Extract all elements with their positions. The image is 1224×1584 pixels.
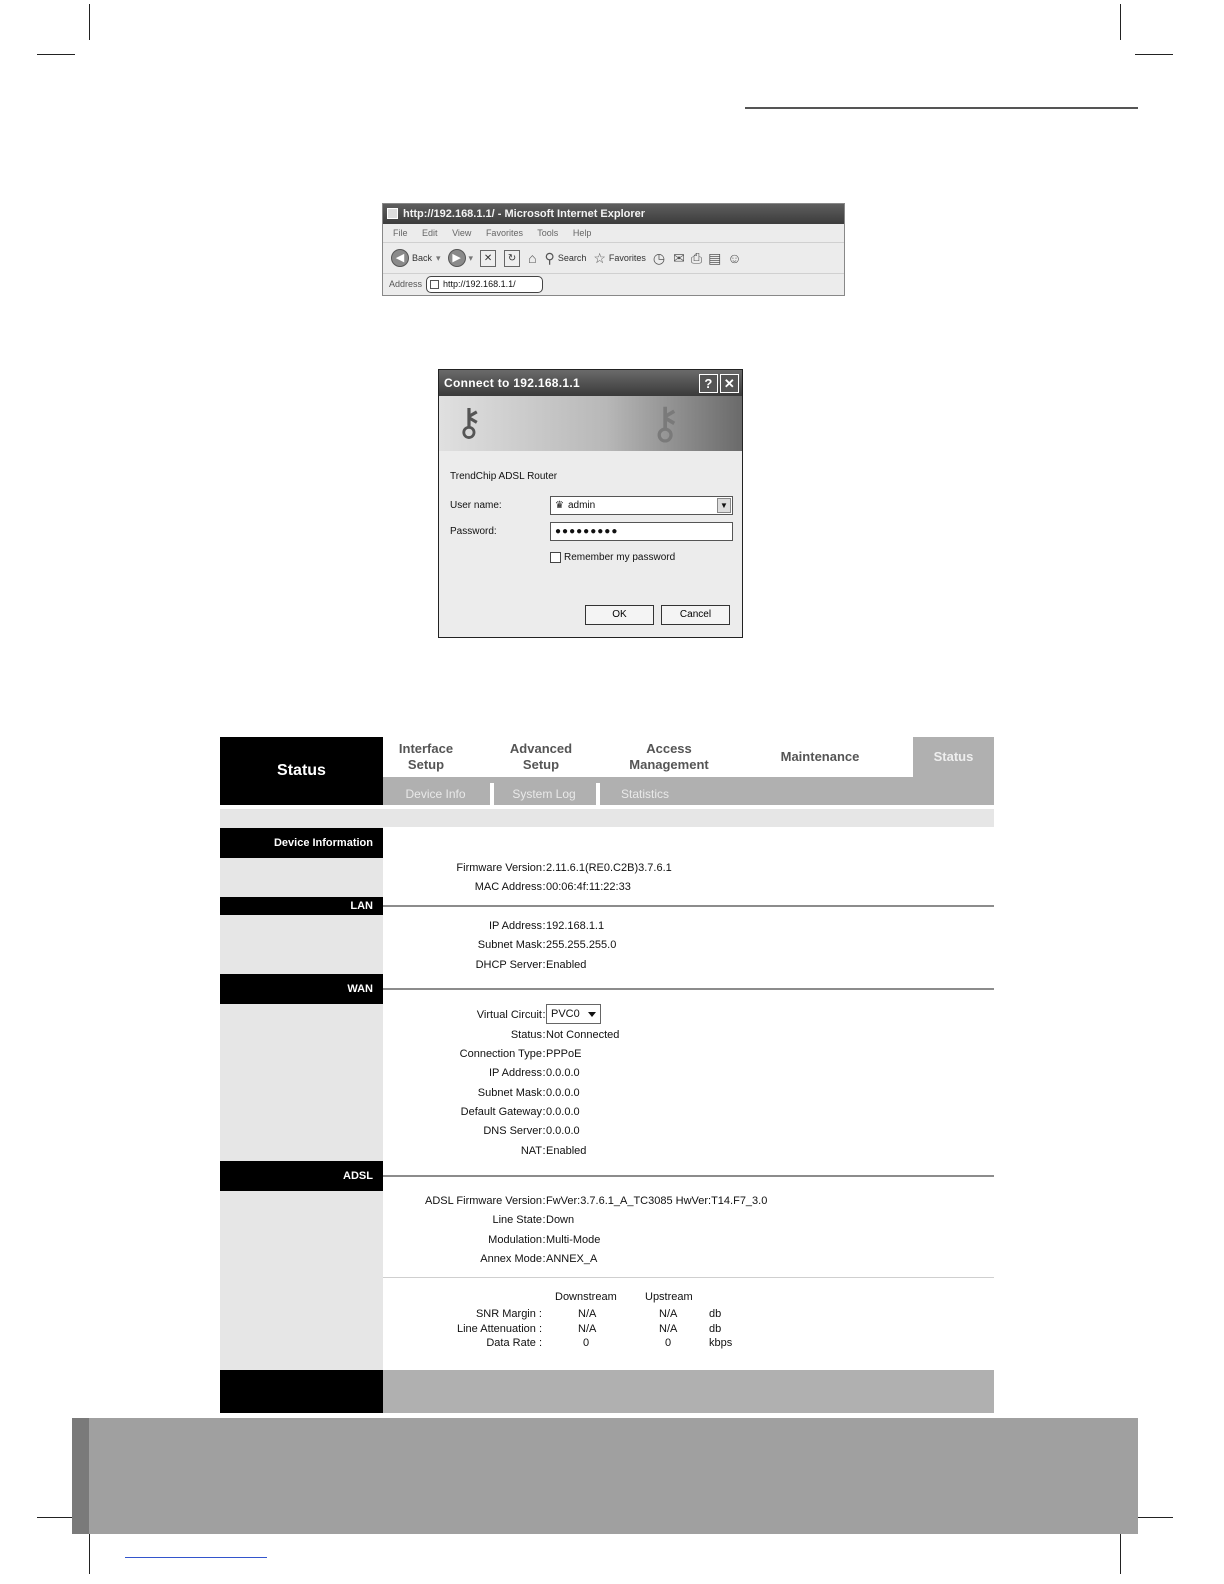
field-value: Enabled (546, 1145, 587, 1157)
colon: : (542, 959, 546, 971)
section-divider (383, 988, 994, 990)
table-cell: N/A (578, 1323, 597, 1335)
address-value: http://192.168.1.1/ (443, 279, 516, 289)
chevron-down-icon (588, 1012, 596, 1017)
ok-button[interactable]: OK (585, 605, 654, 625)
stop-icon[interactable]: ✕ (480, 250, 496, 267)
field-label: Subnet Mask (477, 939, 542, 951)
tab-label: Status (933, 749, 974, 764)
menu-help[interactable]: Help (572, 228, 592, 238)
field-value: 0.0.0.0 (546, 1125, 580, 1137)
field-label: DHCP Server (475, 959, 542, 971)
mail-icon[interactable]: ✉ (673, 249, 685, 266)
table-divider (383, 1277, 994, 1278)
browser-title: http://192.168.1.1/ - Microsoft Internet Explorer (403, 208, 646, 220)
table-row-label: Line Attenuation : (456, 1323, 542, 1335)
chevron-down-icon[interactable]: ▼ (717, 498, 731, 513)
field-value: 2.11.6.1(RE0.C2B)3.7.6.1 (546, 862, 672, 874)
tab-status[interactable] (913, 737, 994, 777)
field-value: Down (546, 1214, 575, 1226)
back-arrow-icon: ◀ (391, 249, 409, 267)
column-header: Downstream (555, 1291, 617, 1303)
keys-icon: ⚷ (455, 402, 483, 444)
subtab-device-info[interactable]: Device Info (405, 787, 466, 801)
field-value: ANNEX_A (546, 1253, 598, 1265)
field-value: Enabled (546, 959, 587, 971)
address-label: Address (389, 279, 423, 289)
tab-label: Setup (407, 757, 445, 772)
field-value: 255.255.255.0 (546, 939, 617, 951)
tab-label: Access (646, 741, 692, 756)
crop-mark (89, 4, 90, 40)
select-value: PVC0 (551, 1008, 580, 1020)
password-field[interactable]: ●●●●●●●●● (550, 522, 733, 541)
field-label: Status (510, 1029, 542, 1041)
browser-window (382, 203, 845, 296)
username-field[interactable] (550, 496, 733, 515)
table-cell: kbps (709, 1337, 733, 1349)
dialog-banner (439, 396, 742, 451)
refresh-icon[interactable]: ↻ (504, 250, 520, 267)
crop-mark (1135, 1517, 1173, 1518)
sub-nav (383, 777, 994, 805)
colon: : (542, 862, 546, 874)
content-top-band (220, 809, 994, 827)
field-label: Virtual Circuit (476, 1009, 542, 1021)
colon: : (542, 939, 546, 951)
subtab-statistics[interactable]: Statistics (620, 787, 669, 801)
field-label: NAT (520, 1145, 542, 1157)
username-value: admin (567, 500, 596, 511)
search-button[interactable] (545, 250, 587, 267)
colon: : (542, 1067, 546, 1079)
page-icon (387, 208, 398, 219)
field-label: Default Gateway (460, 1106, 542, 1118)
menu-bar (383, 224, 844, 242)
favorites-label: Favorites (608, 253, 646, 263)
tab-label: Interface (398, 741, 454, 756)
main-nav (383, 737, 994, 777)
colon: : (542, 1253, 546, 1265)
field-label: IP Address (489, 1067, 542, 1079)
user-icon: ♛ (555, 500, 564, 511)
help-button[interactable]: ? (699, 374, 718, 393)
page-bottom-bar (72, 1418, 1138, 1534)
field-value: 0.0.0.0 (546, 1106, 580, 1118)
forward-arrow-icon: ▶ (448, 249, 466, 267)
table-cell: N/A (578, 1308, 597, 1320)
toolbar (383, 242, 844, 274)
colon: : (542, 1195, 546, 1207)
field-value: PPPoE (546, 1048, 582, 1060)
history-icon[interactable]: ◷ (652, 249, 666, 266)
menu-file[interactable]: File (393, 228, 408, 238)
dialog-title: Connect to 192.168.1.1 (444, 376, 580, 390)
field-label: ADSL Firmware Version (425, 1195, 542, 1207)
messenger-icon[interactable]: ☺ (727, 250, 742, 266)
field-value: 00:06:4f:11:22:33 (546, 881, 631, 893)
section-lan: LAN (220, 897, 383, 915)
colon: : (542, 1145, 546, 1157)
section-wan: WAN (220, 974, 383, 1004)
address-bar (383, 274, 844, 294)
colon: : (542, 1048, 546, 1060)
field-label: MAC Address (474, 881, 542, 893)
browser-title-bar (383, 204, 844, 224)
search-label: Search (557, 253, 587, 263)
colon: : (542, 1214, 546, 1226)
router-status-page (220, 737, 994, 1413)
colon: : (542, 881, 546, 893)
keys-watermark-icon: ⚷ (649, 399, 682, 448)
menu-view[interactable]: View (452, 228, 472, 238)
table-cell: db (709, 1323, 722, 1335)
remember-checkbox[interactable] (550, 552, 561, 563)
field-value: 192.168.1.1 (546, 920, 605, 932)
tab-interface-setup[interactable] (383, 737, 469, 777)
crop-mark (37, 54, 75, 55)
crop-mark (37, 1517, 75, 1518)
table-cell: N/A (659, 1323, 678, 1335)
tab-label: Management (629, 757, 709, 772)
colon: : (542, 1029, 546, 1041)
colon: : (542, 920, 546, 932)
menu-edit[interactable]: Edit (422, 228, 438, 238)
tab-label: Maintenance (780, 749, 860, 764)
cancel-button[interactable]: Cancel (661, 605, 730, 625)
section-divider (383, 905, 994, 907)
colon: : (542, 1009, 546, 1021)
tab-label: Advanced (509, 741, 573, 756)
virtual-circuit-select[interactable] (546, 1004, 601, 1024)
colon: : (542, 1234, 546, 1246)
bottom-link-underline (125, 1557, 267, 1558)
dialog-body (439, 451, 742, 637)
column-header: Upstream (645, 1291, 693, 1303)
back-button[interactable] (391, 249, 441, 267)
dropdown-icon: ▾ (468, 252, 474, 263)
page-logo: Status (220, 737, 383, 805)
table-row-label: Data Rate : (486, 1337, 542, 1349)
colon: : (542, 1125, 546, 1137)
crop-mark (1135, 54, 1173, 55)
print-icon[interactable]: ⎙ (690, 249, 703, 266)
dropdown-icon: ▾ (436, 252, 441, 263)
section-divider (383, 1175, 994, 1177)
login-dialog (438, 369, 743, 638)
menu-favorites[interactable]: Favorites (485, 228, 523, 238)
field-value: FwVer:3.7.6.1_A_TC3085 HwVer:T14.F7_3.0 (546, 1195, 768, 1207)
field-value: 0.0.0.0 (546, 1087, 580, 1099)
field-value: 0.0.0.0 (546, 1067, 580, 1079)
close-button[interactable]: ✕ (720, 374, 739, 393)
remember-label: Remember my password (564, 552, 676, 563)
subtab-system-log[interactable]: System Log (512, 787, 576, 801)
back-label: Back (412, 253, 433, 263)
header-rule (745, 107, 1138, 109)
password-label: Password: (450, 526, 497, 537)
home-icon[interactable]: ⌂ (528, 250, 537, 266)
username-label: User name: (450, 500, 502, 511)
bottom-bar-edge (72, 1418, 89, 1534)
page-footer (220, 1370, 994, 1413)
crop-mark (89, 1534, 90, 1574)
colon: : (542, 1087, 546, 1099)
field-label: Firmware Version (456, 862, 542, 874)
search-icon: ⚲ (544, 249, 555, 266)
crop-mark (1120, 4, 1121, 40)
realm-text: TrendChip ADSL Router (450, 471, 558, 482)
forward-button[interactable] (448, 249, 474, 267)
address-input[interactable] (426, 276, 543, 293)
table-cell: 0 (583, 1337, 590, 1349)
field-value: Multi-Mode (546, 1234, 601, 1246)
menu-tools[interactable]: Tools (537, 228, 559, 238)
footer-left-block (220, 1370, 383, 1413)
section-device-information: Device Information (220, 828, 383, 858)
tab-advanced-setup[interactable] (481, 737, 601, 777)
field-label: Annex Mode (480, 1253, 542, 1265)
field-label: Subnet Mask (477, 1087, 542, 1099)
remember-password[interactable] (550, 552, 675, 563)
dialog-title-bar (439, 370, 742, 396)
tab-access-management[interactable] (611, 737, 727, 777)
table-cell: db (709, 1308, 722, 1320)
field-label: Connection Type (459, 1048, 542, 1060)
table-cell: N/A (659, 1308, 678, 1320)
field-label: Modulation (488, 1234, 542, 1246)
section-adsl: ADSL (220, 1161, 383, 1191)
field-label: Line State (492, 1214, 542, 1226)
crop-mark (1120, 1534, 1121, 1574)
edit-icon[interactable]: ▤ (708, 249, 722, 266)
star-icon: ☆ (593, 249, 606, 266)
field-label: DNS Server (483, 1125, 542, 1137)
field-label: IP Address (489, 920, 542, 932)
field-value: Not Connected (546, 1029, 620, 1041)
page-icon (430, 280, 439, 289)
tab-maintenance[interactable] (755, 737, 885, 777)
table-row-label: SNR Margin : (475, 1308, 542, 1320)
favorites-button[interactable] (593, 250, 646, 267)
table-cell: 0 (665, 1337, 672, 1349)
colon: : (542, 1106, 546, 1118)
tab-label: Setup (522, 757, 560, 772)
